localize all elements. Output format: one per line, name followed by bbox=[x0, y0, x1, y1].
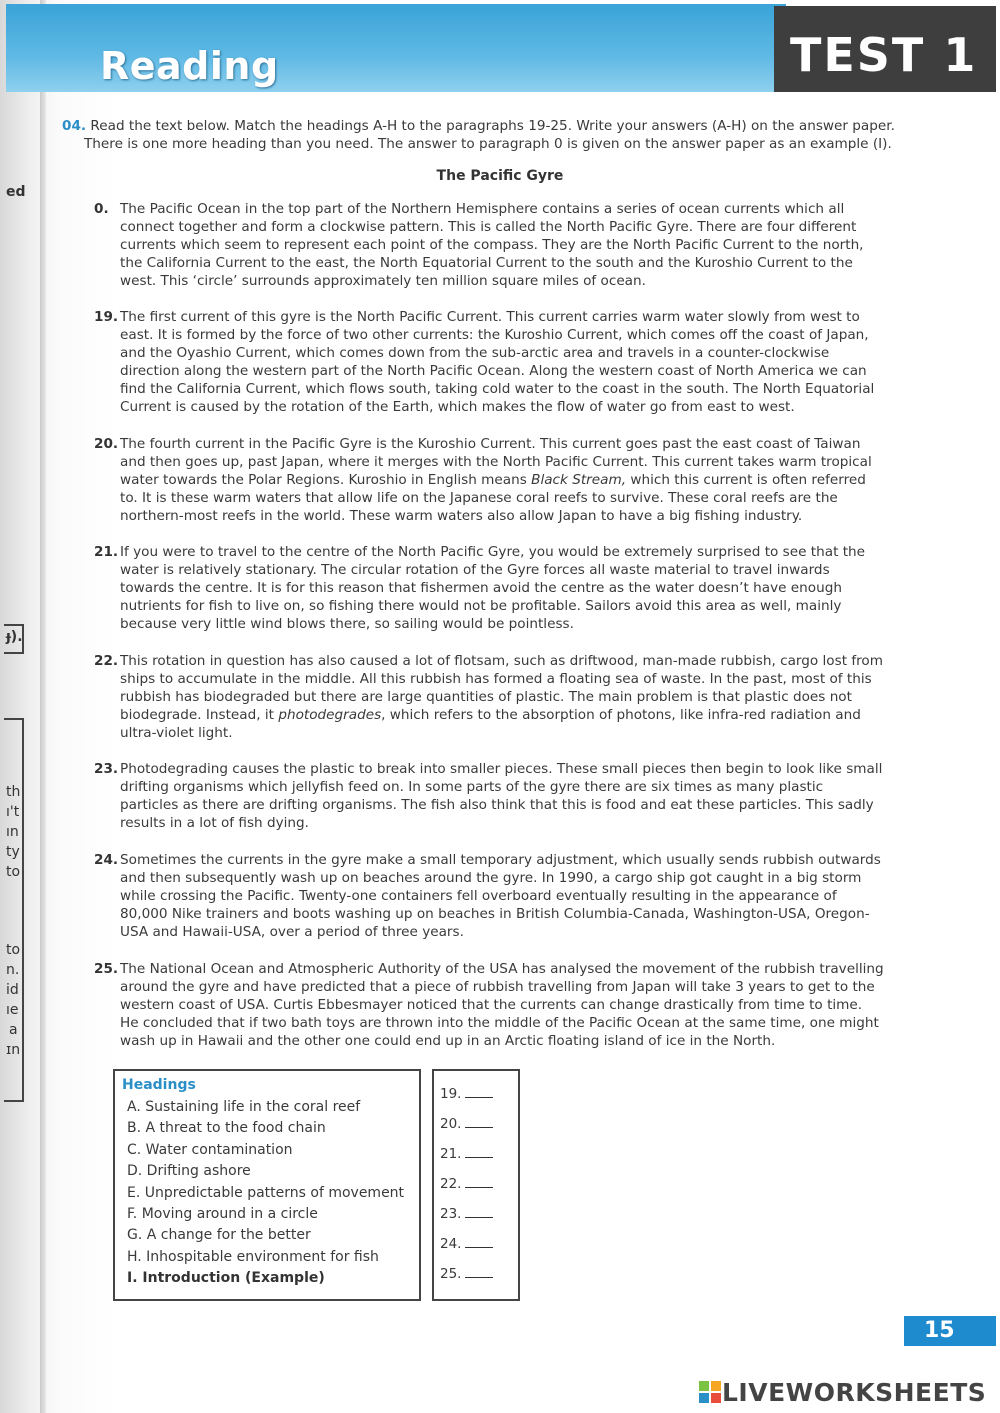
paragraph-number: 22. bbox=[94, 653, 119, 669]
paragraph-23 bbox=[94, 760, 884, 832]
answer-blank[interactable] bbox=[465, 1187, 493, 1188]
question-number: 04. bbox=[62, 118, 87, 134]
paragraph-21 bbox=[94, 543, 884, 633]
paragraph-19 bbox=[94, 308, 884, 417]
answer-slot-22[interactable] bbox=[440, 1176, 493, 1192]
answer-slot-19[interactable] bbox=[440, 1086, 493, 1102]
margin-fragment: ıe bbox=[6, 1002, 19, 1018]
answer-slot-24[interactable] bbox=[440, 1236, 493, 1252]
paragraph-text-part: The fourth current in the Pacific Gyre is the Kuroshio Current. This current goes past the east coast of Taiwan and then goes up, past Japan, where it merges with the North Pacific Current. This current takes warm tropical water towards the Polar Regions. Kuroshio in English means bbox=[120, 436, 872, 489]
heading-option: E. Unpredictable patterns of movement bbox=[127, 1185, 405, 1201]
margin-fragment: th bbox=[6, 784, 21, 800]
answer-slot-23[interactable] bbox=[440, 1206, 493, 1222]
instruction-line-1: Read the text below. Match the headings A-H to the paragraphs 19-25. Write your answers (A-H) on the answer paper. bbox=[90, 118, 895, 134]
paragraph-text-part: which this current is often referred to. It is these warm waters that allow life on the Japanese coral reefs to survive. These coral reefs are the northern-most reefs in the world. These warm waters also allow Japan to have a big fishing industry. bbox=[120, 472, 866, 525]
answer-label: 24. bbox=[440, 1236, 462, 1252]
liveworksheets-brand[interactable]: LIVEWORKSHEETS bbox=[722, 1378, 987, 1407]
paragraph-25 bbox=[94, 960, 884, 1050]
paragraph-text-part: This rotation in question has also caused a lot of flotsam, such as driftwood, man-made rubbish, cargo lost from ships to accumulate in the middle. All this rubbish has formed a floating sea of waste. In the past, most of this rubbish has biodegraded but there are large quantities of plastic. The main problem is that plastic does not biodegrade. Instead, it bbox=[120, 653, 883, 724]
task-instructions bbox=[62, 117, 942, 153]
test-label: TEST 1 bbox=[790, 28, 978, 82]
margin-fragment: ın bbox=[6, 824, 19, 840]
answer-label: 20. bbox=[440, 1116, 462, 1132]
book-spine-shadow bbox=[40, 0, 46, 1413]
paragraph-number: 24. bbox=[94, 852, 119, 868]
answer-slot-20[interactable] bbox=[440, 1116, 493, 1132]
paragraph-22 bbox=[94, 652, 884, 742]
answer-blank[interactable] bbox=[465, 1217, 493, 1218]
paragraph-number: 23. bbox=[94, 761, 119, 777]
heading-option: H. Inhospitable environment for fish bbox=[127, 1249, 379, 1265]
answer-slot-21[interactable] bbox=[440, 1146, 493, 1162]
answer-blank[interactable] bbox=[465, 1277, 493, 1278]
paragraph-text: If you were to travel to the centre of the North Pacific Gyre, you would be extremely surprised to see that the water is relatively stationary. The circular rotation of the Gyre forces all waste material to travel inwards towards the centre. It is for this reason that fishermen avoid the centre as the water doesn’t have enough nutrients for fish to live on, so fishing there would not be profitable. Sailors avoid this area as well, mainly because very little wind blows there, so sailing would be pointless. bbox=[120, 544, 866, 633]
paragraph-number: 19. bbox=[94, 309, 119, 325]
heading-option: A. Sustaining life in the coral reef bbox=[127, 1099, 361, 1115]
margin-fragment: id bbox=[6, 982, 19, 998]
paragraph-text: The first current of this gyre is the North Pacific Current. This current carries warm water slowly from west to east. It is formed by the force of two other currents: the Kuroshio Current, which comes off the coast of Japan, and the Oyashio Current, which comes down from the sub-arctic area and travels in a counter-clockwise direction along the western part of the North Pacific Ocean. Along the western coast of North America we can find the California Current, which flows south, taking cold water to the coast in the south. The North Equatorial Current is caused by the rotation of the Earth, which makes the flow of water go from east to west. bbox=[120, 309, 875, 416]
margin-fragment: ty bbox=[6, 844, 20, 860]
page-number: 15 bbox=[924, 1318, 955, 1343]
liveworksheets-logo-icon bbox=[698, 1380, 722, 1404]
answer-slot-25[interactable] bbox=[440, 1266, 493, 1282]
paragraph-20 bbox=[94, 435, 884, 525]
margin-fragment: to bbox=[6, 864, 21, 880]
heading-option: C. Water contamination bbox=[127, 1142, 293, 1158]
paragraph-0 bbox=[94, 200, 884, 290]
answer-label: 25. bbox=[440, 1266, 462, 1282]
passage-title: The Pacific Gyre bbox=[436, 168, 564, 184]
paragraph-24 bbox=[94, 851, 884, 941]
paragraph-number: 0. bbox=[94, 201, 109, 217]
paragraph-text bbox=[120, 652, 884, 742]
paragraph-text bbox=[120, 435, 884, 525]
headings-title: Headings bbox=[122, 1077, 196, 1093]
margin-fragment: a bbox=[9, 1022, 18, 1038]
heading-option: D. Drifting ashore bbox=[127, 1163, 251, 1179]
answer-blank[interactable] bbox=[465, 1157, 493, 1158]
paragraph-text-part: , which refers to the absorption of photons, like infra-red radiation and ultra-violet light. bbox=[120, 707, 861, 742]
paragraph-text: Photodegrading causes the plastic to break into smaller pieces. These small pieces then begin to look like small drifting organisms which jellyfish feed on. In some parts of the gyre there are six times as many plastic particles as there are drifting organisms. The fish also think that this is food and eat these particles. This sadly results in a lot of fish dying. bbox=[120, 761, 883, 832]
heading-option: F. Moving around in a circle bbox=[127, 1206, 318, 1222]
answer-label: 23. bbox=[440, 1206, 462, 1222]
answer-blank[interactable] bbox=[465, 1097, 493, 1098]
margin-fragment: ı't bbox=[6, 804, 20, 820]
answer-blank[interactable] bbox=[465, 1127, 493, 1128]
heading-option: B. A threat to the food chain bbox=[127, 1120, 326, 1136]
section-title: Reading bbox=[100, 44, 279, 88]
heading-option-example: I. Introduction (Example) bbox=[127, 1270, 325, 1286]
paragraph-italic: photodegrades bbox=[278, 707, 382, 724]
paragraph-italic: Black Stream, bbox=[531, 472, 627, 489]
margin-fragment: ed bbox=[6, 184, 26, 200]
heading-option: G. A change for the better bbox=[127, 1227, 311, 1243]
answer-label: 21. bbox=[440, 1146, 462, 1162]
instruction-line-2: There is one more heading than you need. The answer to paragraph 0 is given on the answer paper as an example (I). bbox=[84, 136, 892, 152]
answer-label: 22. bbox=[440, 1176, 462, 1192]
paragraph-number: 20. bbox=[94, 436, 119, 452]
answer-label: 19. bbox=[440, 1086, 462, 1102]
paragraph-text: Sometimes the currents in the gyre make a small temporary adjustment, which usually sends rubbish outwards and then subsequently wash up on beaches around the gyre. In 1990, a cargo ship got caught in a big storm while crossing the Pacific. Twenty-one containers fell overboard eventually resulting in the appearance of 80,000 Nike trainers and boots washing up on beaches in British Columbia-Canada, Washington-USA, Oregon-USA and Hawaii-USA, over a period of three years. bbox=[120, 852, 881, 941]
margin-fragment: n. bbox=[6, 962, 20, 978]
paragraph-number: 21. bbox=[94, 544, 119, 560]
paragraph-text: The National Ocean and Atmospheric Authority of the USA has analysed the movement of the rubbish travelling around the gyre and have predicted that a piece of rubbish travelling from Japan will take 3 years to get to the western coast of USA. Curtis Ebbesmayer noticed that the currents can change drastically from time to time. He concluded that if two bath toys are thrown into the middle of the Pacific Ocean at the same time, one might wash up in Hawaii and the other one could end up in an Arctic floating island of ice in the North. bbox=[120, 961, 884, 1050]
margin-fragment: ɪn bbox=[6, 1042, 21, 1058]
margin-fragment: ɟ). bbox=[6, 629, 23, 645]
paragraph-text: The Pacific Ocean in the top part of the Northern Hemisphere contains a series of ocean currents which all connect together and form a clockwise pattern. This is called the North Pacific Gyre. There are four different currents which seem to represent each point of the compass. They are the North Pacific Current to the north, the California Current to the east, the North Equatorial Current to the south and the Kuroshio Current to the west. This ‘circle’ surrounds approximately ten million square miles of ocean. bbox=[120, 201, 864, 290]
paragraph-number: 25. bbox=[94, 961, 119, 977]
margin-fragment: to bbox=[6, 942, 21, 958]
answer-blank[interactable] bbox=[465, 1247, 493, 1248]
